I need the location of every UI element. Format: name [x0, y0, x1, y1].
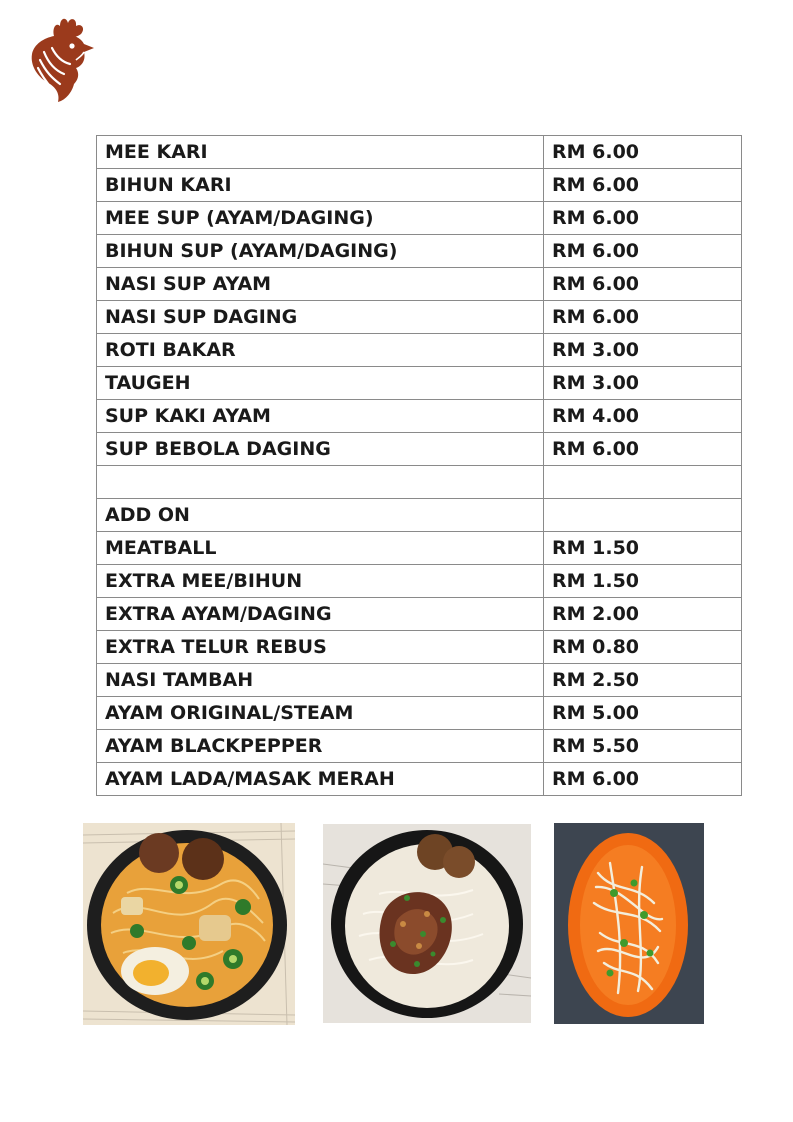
menu-row — [97, 532, 742, 565]
menu-row — [97, 367, 742, 400]
beansprouts-plate-photo — [554, 823, 704, 1024]
menu-item-price: RM 5.00 — [544, 697, 742, 730]
menu-row — [97, 730, 742, 763]
menu-item-price: RM 4.00 — [544, 400, 742, 433]
menu-row — [97, 334, 742, 367]
menu-item-name: NASI TAMBAH — [97, 664, 544, 697]
menu-item-price: RM 6.00 — [544, 268, 742, 301]
menu-item-price: RM 2.50 — [544, 664, 742, 697]
menu-item-name: ADD ON — [97, 499, 544, 532]
menu-row — [97, 301, 742, 334]
menu-item-name: EXTRA MEE/BIHUN — [97, 565, 544, 598]
menu-item-price — [544, 499, 742, 532]
menu-row — [97, 763, 742, 796]
menu-row — [97, 169, 742, 202]
menu-item-name: TAUGEH — [97, 367, 544, 400]
menu-item-price: RM 6.00 — [544, 202, 742, 235]
menu-item-price: RM 3.00 — [544, 367, 742, 400]
menu-row — [97, 136, 742, 169]
menu-item-name: NASI SUP AYAM — [97, 268, 544, 301]
menu-item-name: MEE SUP (AYAM/DAGING) — [97, 202, 544, 235]
menu-row — [97, 664, 742, 697]
menu-item-name: AYAM BLACKPEPPER — [97, 730, 544, 763]
menu-item-price: RM 1.50 — [544, 532, 742, 565]
beef-noodle-soup-bowl-photo — [323, 824, 531, 1023]
menu-item-name: AYAM LADA/MASAK MERAH — [97, 763, 544, 796]
menu-item-price: RM 6.00 — [544, 763, 742, 796]
menu-item-name: ROTI BAKAR — [97, 334, 544, 367]
rooster-head-icon — [24, 14, 98, 104]
menu-item-price: RM 6.00 — [544, 136, 742, 169]
menu-item-price: RM 0.80 — [544, 631, 742, 664]
menu-item-name: MEE KARI — [97, 136, 544, 169]
menu-table — [96, 135, 742, 796]
curry-noodle-bowl-photo — [83, 823, 295, 1025]
menu-item-price: RM 6.00 — [544, 433, 742, 466]
menu-row — [97, 433, 742, 466]
menu-item-name: AYAM ORIGINAL/STEAM — [97, 697, 544, 730]
menu-item-name: EXTRA TELUR REBUS — [97, 631, 544, 664]
menu-row — [97, 697, 742, 730]
menu-item-name: SUP KAKI AYAM — [97, 400, 544, 433]
menu-item-name: NASI SUP DAGING — [97, 301, 544, 334]
menu-item-name: EXTRA AYAM/DAGING — [97, 598, 544, 631]
menu-row — [97, 202, 742, 235]
menu-item-name — [97, 466, 544, 499]
menu-row — [97, 565, 742, 598]
menu-item-price — [544, 466, 742, 499]
menu-row — [97, 235, 742, 268]
menu-row — [97, 499, 742, 532]
menu-row — [97, 268, 742, 301]
menu-item-price: RM 5.50 — [544, 730, 742, 763]
menu-row — [97, 631, 742, 664]
menu-item-price: RM 2.00 — [544, 598, 742, 631]
menu-item-price: RM 3.00 — [544, 334, 742, 367]
menu-item-price: RM 6.00 — [544, 169, 742, 202]
menu-item-price: RM 1.50 — [544, 565, 742, 598]
menu-item-name: SUP BEBOLA DAGING — [97, 433, 544, 466]
menu-item-name: BIHUN KARI — [97, 169, 544, 202]
menu-item-price: RM 6.00 — [544, 235, 742, 268]
menu-item-price: RM 6.00 — [544, 301, 742, 334]
menu-row — [97, 598, 742, 631]
menu-row — [97, 400, 742, 433]
menu-item-name: BIHUN SUP (AYAM/DAGING) — [97, 235, 544, 268]
menu-row — [97, 466, 742, 499]
menu-item-name: MEATBALL — [97, 532, 544, 565]
